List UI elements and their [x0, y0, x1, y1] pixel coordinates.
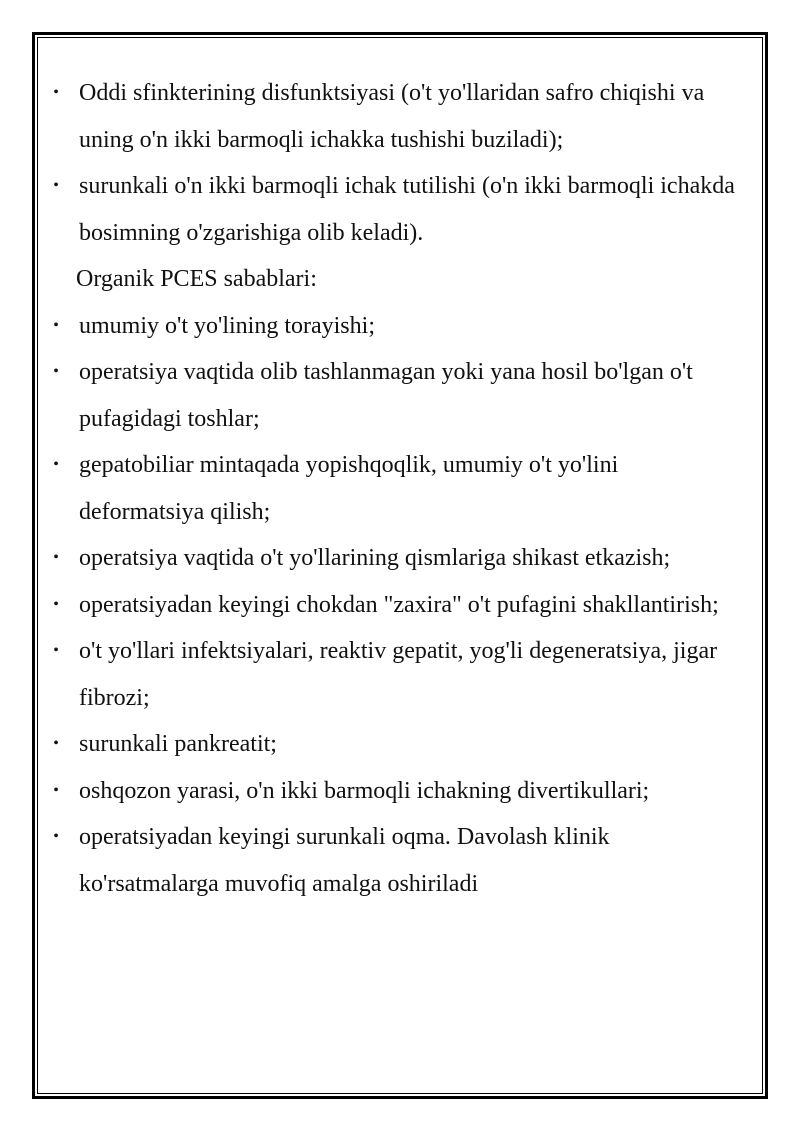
list-item-text: operatsiya vaqtida olib tashlanmagan yoki yana hosil bo'lgan o't pufagidagi toshlar;: [79, 359, 693, 432]
list-item-text: gepatobiliar mintaqada yopishqoqlik, umumiy o't yo'lini deformatsiya qilish;: [79, 452, 619, 525]
list-item: [52, 628, 742, 721]
bullet-icon: •: [53, 456, 59, 473]
list-item-text: Oddi sfinkterining disfunktsiyasi (o't yo'llaridan safro chiqishi va uning o'n ikki barmoqli ichakka tushishi buziladi);: [79, 80, 705, 153]
bullet-icon: •: [53, 595, 59, 613]
list-item: [52, 814, 742, 907]
section-subheading: Organik PCES sabablari:: [76, 266, 317, 292]
document-body: [52, 70, 742, 907]
list-item-text: umumiy o't yo'lining torayishi;: [79, 312, 375, 339]
list-item-text: o't yo'llari infektsiyalari, reaktiv gepatit, yog'li degeneratsiya, jigar fibrozi;: [79, 638, 718, 711]
list-item-text: operatsiyadan keyingi surunkali oqma. Davolash klinik ko'rsatmalarga muvofiq amalga oshiriladi: [79, 824, 610, 897]
bullet-icon: •: [53, 84, 59, 101]
list-item: [52, 768, 742, 815]
list-item: [52, 163, 742, 256]
bullet-icon: •: [53, 363, 59, 380]
bullet-list-causes: [52, 303, 742, 908]
list-item-text: operatsiya vaqtida o't yo'llarining qismlariga shikast etkazish;: [79, 545, 671, 571]
bullet-icon: •: [53, 735, 59, 752]
bullet-icon: •: [53, 316, 59, 334]
bullet-icon: •: [53, 549, 59, 566]
bullet-icon: •: [53, 781, 59, 799]
bullet-icon: •: [53, 642, 59, 659]
bullet-list-before: [52, 70, 742, 256]
list-item-text: oshqozon yarasi, o'n ikki barmoqli ichakning divertikullari;: [79, 777, 650, 804]
bullet-icon: •: [53, 828, 59, 845]
list-item: [52, 582, 742, 629]
list-item-text: surunkali pankreatit;: [79, 731, 277, 757]
list-item-text: operatsiyadan keyingi chokdan "zaxira" o't pufagini shakllantirish;: [79, 591, 719, 618]
list-item: [52, 303, 742, 350]
list-item: [52, 535, 742, 582]
list-item-text: surunkali o'n ikki barmoqli ichak tutilishi (o'n ikki barmoqli ichakda bosimning o'zgarishiga olib keladi).: [79, 173, 735, 246]
list-item: [52, 70, 742, 163]
list-item: [52, 442, 742, 535]
list-item: [52, 721, 742, 768]
list-item: [52, 349, 742, 442]
bullet-icon: •: [53, 177, 59, 194]
